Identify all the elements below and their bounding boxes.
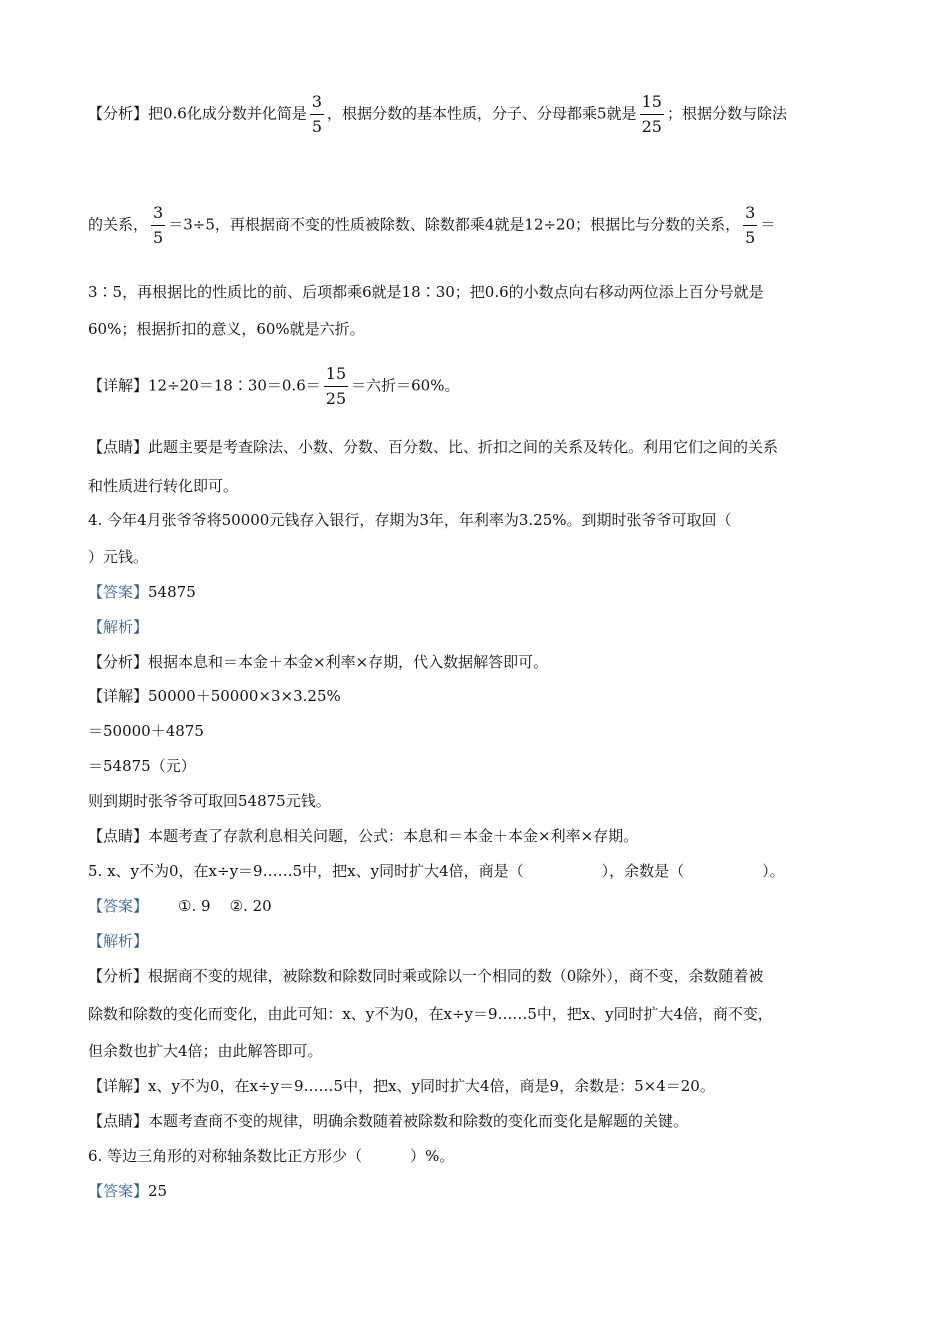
answer-label: 【答案】: [88, 583, 149, 601]
fraction-15-25: $\frac{15}{25}$: [325, 364, 347, 408]
question-5-line-1: 5. x、y不为0，在x÷y＝9……5中，把x、y同时扩大4倍，商是（ ），余数是（ ）。: [88, 862, 785, 880]
question-5-analysis-3: 但余数也扩大4倍；由此解答即可。: [88, 1042, 323, 1060]
question-4-detail-2: ＝50000＋4875: [88, 722, 204, 740]
question-4-line-1: 4. 今年4月张爷爷将50000元钱存入银行，存期为3年，年利率为3.25%。到期时张爷爷可取回（: [88, 511, 732, 529]
question-4-detail-1: 【详解】50000＋50000×3×3.25%: [88, 687, 341, 705]
question-5-comment: 【点睛】本题考查商不变的规律，明确余数随着被除数和除数的变化而变化是解题的关键。: [88, 1112, 689, 1130]
question-4-analysis: 【分析】根据本息和＝本金＋本金×利率×存期，代入数据解答即可。: [88, 653, 549, 671]
detail-line: 【详解】12÷20＝18∶30＝0.6＝ $\frac{15}{25}$ ＝六折＝60%。: [88, 364, 460, 408]
answer-label: 【答案】: [88, 1182, 149, 1200]
fraction-15-25: $\frac{15}{25}$: [641, 92, 662, 136]
analysis-line-1: 【分析】把0.6化成分数并化简是 $\frac{3}{5}$ ，根据分数的基本性质，分子、分母都乘5就是 $\frac{15}{25}$ ；根据分数与除法: [88, 92, 787, 136]
question-4-jiexi-label: 【解析】: [88, 618, 149, 636]
analysis-line-2: 的关系， $\frac{3}{5}$ ＝3÷5，再根据商不变的性质被除数、除数都乘4就是12÷20；根据比与分数的关系， $\frac{3}{5}$ ＝: [88, 203, 776, 247]
fraction-3-5: $\frac{3}{5}$: [745, 203, 756, 247]
question-6-line-1: 6. 等边三角形的对称轴条数比正方形少（ ）%。: [88, 1147, 455, 1165]
analysis-line-4: 60%；根据折扣的意义，60%就是六折。: [88, 320, 365, 338]
fraction-3-5: $\frac{3}{5}$: [311, 92, 323, 136]
question-4-line-2: ）元钱。: [88, 548, 149, 566]
question-4-detail-4: 则到期时张爷爷可取回54875元钱。: [88, 792, 331, 810]
question-4-detail-3: ＝54875（元）: [88, 757, 196, 775]
analysis-line-3: 3∶5，再根据比的性质比的前、后项都乘6就是18∶30；把0.6的小数点向右移动两位添上百分号就是: [88, 283, 764, 301]
comment-line-2: 和性质进行转化即可。: [88, 477, 239, 495]
answer-label: 【答案】: [88, 897, 149, 915]
question-6-answer: 【答案】25: [88, 1182, 168, 1200]
question-5-answer: 【答案】 ①. 9 ②. 20: [88, 897, 272, 915]
comment-line-1: 【点睛】此题主要是考查除法、小数、分数、百分数、比、折扣之间的关系及转化。利用它们之间的关系: [88, 438, 779, 456]
question-4-comment: 【点睛】本题考查了存款利息相关问题，公式：本息和＝本金＋本金×利率×存期。: [88, 827, 639, 845]
question-5-analysis-2: 除数和除数的变化而变化，由此可知：x、y不为0，在x÷y＝9……5中，把x、y同时扩大4倍，商不变，: [88, 1005, 773, 1023]
question-5-jiexi-label: 【解析】: [88, 932, 149, 950]
question-4-answer: 【答案】54875: [88, 583, 196, 601]
question-5-analysis-1: 【分析】根据商不变的规律，被除数和除数同时乘或除以一个相同的数（0除外），商不变，余数随着被: [88, 967, 764, 985]
question-5-detail: 【详解】x、y不为0，在x÷y＝9……5中，把x、y同时扩大4倍，商是9，余数是：5×4＝20。: [88, 1077, 715, 1095]
fraction-3-5: $\frac{3}{5}$: [153, 203, 164, 247]
